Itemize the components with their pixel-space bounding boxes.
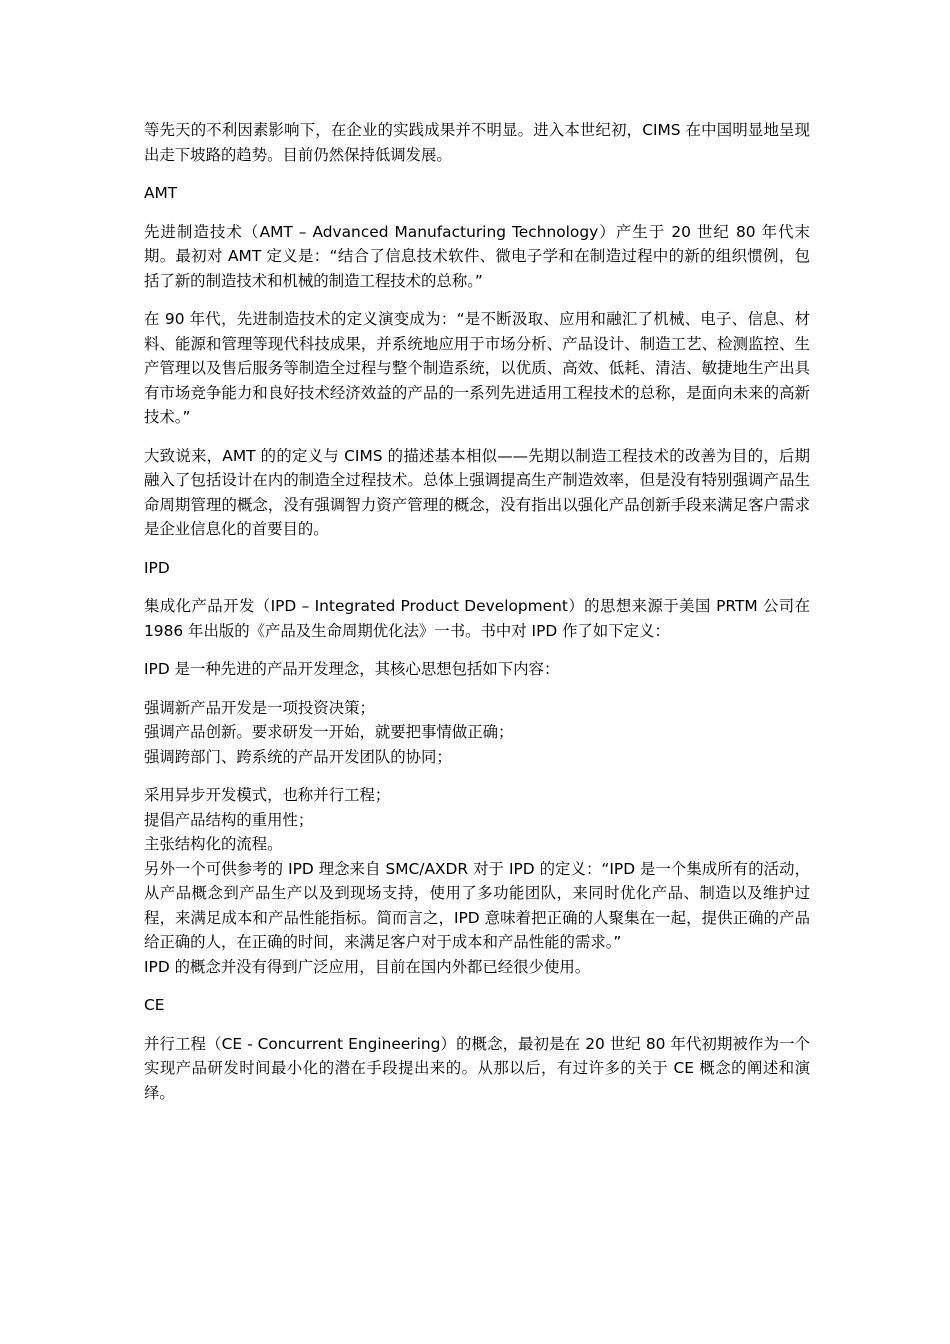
paragraph-amt-definition: 先进制造技术（AMT – Advanced Manufacturing Technology）产生于 20 世纪 80 年代末期。最初对 AMT 定义是：“结合了信息技术软件、微电子学和在制造过程中的新的组织惯例，包括了新的制造技术和机械的制造工程技术的总称。” [144,222,810,290]
section-heading-ce: CE [144,996,165,1014]
ipd-list-1 [144,696,810,770]
section-heading-amt: AMT [144,184,178,202]
section-heading-ipd: IPD [144,558,170,577]
list-item: 强调产品创新。要求研发一开始，就要把事情做正确； [144,723,514,741]
paragraph-ipd-usage: IPD 的概念并没有得到广泛应用，目前在国内外都已经很少使用。 [144,957,591,976]
paragraph-ipd-origin: 集成化产品开发（IPD – Integrated Product Development）的思想来源于美国 PRTM 公司在 1986 年出版的《产品及生命周期优化法》一书。书中对 IPD 作了如下定义： [144,597,810,640]
paragraph-ce-definition: 并行工程（CE - Concurrent Engineering）的概念，最初是在 20 世纪 80 年代初期被作为一个实现产品研发时间最小化的潜在手段提出来的。从那以后，有过许多的关于 CE 概念的阐述和演绎。 [144,1034,810,1102]
list-item: 主张结构化的流程。 [144,835,283,853]
list-item: 采用异步开发模式，也称并行工程； [144,786,391,804]
list-item: 强调新产品开发是一项投资决策； [144,698,375,717]
paragraph-cims-tail: 等先天的不利因素影响下，在企业的实践成果并不明显。进入本世纪初，CIMS 在中国明显地呈现出走下坡路的趋势。目前仍然保持低调发展。 [144,121,810,164]
paragraph-ipd-smc: 另外一个可供参考的 IPD 理念来自 SMC/AXDR 对于 IPD 的定义：“IPD 是一个集成所有的活动，从产品概念到产品生产以及到现场支持，使用了多功能团队，来同时优化产品、制造以及维护过程，来满足成本和产品性能指标。简而言之，IPD 意味着把正确的人聚集在一起，提供正确的产品给正确的人，在正确的时间，来满足客户对于成本和产品性能的需求。” [144,859,810,951]
list-item: 强调跨部门、跨系统的产品开发团队的协同； [144,747,452,766]
list-item: 提倡产品结构的重用性； [144,810,314,829]
document-page [144,118,810,1119]
ipd-list-2 [144,783,810,857]
paragraph-amt-summary: 大致说来，AMT 的的定义与 CIMS 的描述基本相似——先期以制造工程技术的改善为目的，后期融入了包括设计在内的制造全过程技术。总体上强调提高生产制造效率，但是没有特别强调产品生命周期管理的概念，没有强调智力资产管理的概念，没有指出以强化产品创新手段来满足客户需求是企业信息化的首要目的。 [144,446,810,538]
paragraph-amt-90s: 在 90 年代，先进制造技术的定义演变成为：“是不断汲取、应用和融汇了机械、电子、信息、材料、能源和管理等现代科技成果，并系统地应用于市场分析、产品设计、制造工艺、检测监控、生产管理以及售后服务等制造全过程与整个制造系统，以优质、高效、低耗、清洁、敏捷地生产出具有市场竞争能力和良好技术经济效益的产品的一系列先进适用工程技术的总称，是面向未来的高新技术。” [144,310,810,426]
paragraph-ipd-core: IPD 是一种先进的产品开发理念，其核心思想包括如下内容： [144,660,560,678]
